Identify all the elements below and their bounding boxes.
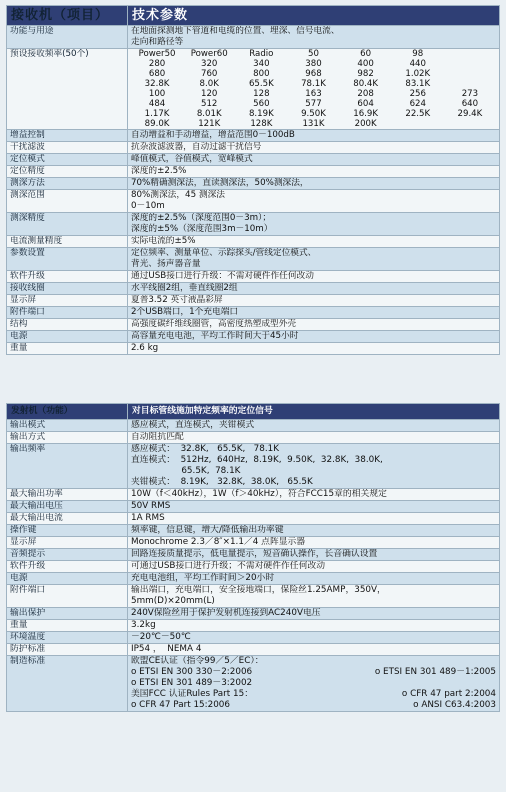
transmitter-header-spec: 对目标管线施加特定频率的定位信号 (128, 404, 500, 420)
transmitter-value-line: 10W（f＜40kHz），1W（f＞40kHz），符合FCC15章的相关规定 (131, 489, 387, 499)
receiver-value-line: 70%精确测深法，直读测深法，50%测深法， (131, 178, 309, 188)
receiver-value-line: 深度的±5%（深度范围3m－10m） (131, 224, 273, 234)
frequency-value: 98 (412, 49, 424, 59)
transmitter-row-value (128, 632, 500, 644)
transmitter-value-line: 1A RMS (131, 513, 165, 523)
transmitter-value-line: 5mm(D)×20mm(L) (131, 596, 215, 606)
transmitter-row (7, 489, 500, 501)
receiver-row-value (128, 130, 500, 142)
transmitter-row-value (128, 620, 500, 632)
transmitter-row (7, 644, 500, 656)
frequency-value: 256 (409, 89, 426, 99)
transmitter-row-label: 输出频率 (7, 444, 128, 489)
frequency-value: 50 (308, 49, 319, 59)
transmitter-row-value (128, 537, 500, 549)
receiver-row (7, 331, 500, 343)
receiver-row-value (128, 166, 500, 178)
standard-line (131, 656, 496, 667)
receiver-row-label: 电源 (7, 331, 128, 343)
transmitter-row-value (128, 501, 500, 513)
receiver-row-label: 接收线圈 (7, 283, 128, 295)
transmitter-row-value (128, 585, 500, 608)
receiver-value-line: 走向和路径等 (131, 37, 184, 47)
transmitter-row-value (128, 420, 500, 432)
transmitter-row-value (128, 573, 500, 585)
transmitter-row-label: 最大输出电压 (7, 501, 128, 513)
transmitter-value-line: 输出端口，充电端口，安全接地端口，保险丝1.25AMP，350V， (131, 585, 386, 595)
transmitter-row-label: 输出模式 (7, 420, 128, 432)
frequency-value: 512 (201, 99, 218, 109)
transmitter-row (7, 525, 500, 537)
frequency-value: 89.0K (144, 119, 170, 129)
receiver-row (7, 49, 500, 130)
receiver-row-label: 参数设置 (7, 248, 128, 271)
receiver-row-label: 测深方法 (7, 178, 128, 190)
standard-item: o ETSI EN 301 489－1:2005 (374, 667, 496, 677)
receiver-row (7, 213, 500, 236)
receiver-value-line: 通过USB接口进行升级：不需对硬件作任何改动 (131, 271, 314, 281)
transmitter-value-line: 充电电池组，平均工作时间＞20小时 (131, 573, 275, 583)
transmitter-value-line: 65.5K, 78.1K (131, 466, 241, 476)
transmitter-value-line: 240V保险丝用于保护发射机连接到AC240V电压 (131, 608, 321, 618)
standard-item: o ETSI EN 301 489－3:2002 (131, 678, 253, 688)
receiver-row (7, 343, 500, 355)
receiver-row-label: 电流测量精度 (7, 236, 128, 248)
transmitter-row (7, 432, 500, 444)
frequency-value: 29.4K (457, 109, 483, 119)
frequency-value: 280 (148, 59, 166, 69)
transmitter-row-value (128, 432, 500, 444)
receiver-row-label: 增益控制 (7, 130, 128, 142)
transmitter-row-label: 软件升级 (7, 561, 128, 573)
standard-line (131, 678, 496, 689)
receiver-value-line: 深度的±2.5%（深度范围0－3m）； (131, 213, 272, 223)
transmitter-row (7, 656, 500, 712)
receiver-row-value (128, 154, 500, 166)
frequency-value: 800 (253, 69, 270, 79)
transmitter-row-value (128, 525, 500, 537)
standard-item: 欧盟CE认证（指令99／5／EC）： (131, 656, 264, 666)
frequency-value: 65.5K (248, 79, 274, 89)
receiver-row-value (128, 271, 500, 283)
frequency-value: 560 (253, 99, 270, 109)
receiver-value-line: 2.6 kg (131, 343, 159, 353)
receiver-row (7, 295, 500, 307)
standard-item: o CFR 47 part 2:2004 (401, 689, 496, 699)
receiver-row-label: 显示屏 (7, 295, 128, 307)
receiver-value-line: 0－10m (131, 201, 165, 211)
frequency-value: 624 (409, 99, 426, 109)
receiver-value-line: 高强度碳纤维线圈管，高密度热塑成型外壳 (131, 319, 297, 329)
frequency-value: 380 (305, 59, 322, 69)
standard-line (131, 667, 496, 678)
receiver-header (7, 6, 500, 26)
transmitter-row (7, 608, 500, 620)
transmitter-value-line: IP54 ， NEMA 4 (131, 644, 202, 654)
receiver-value-line: 峰值模式，谷值模式，宽峰模式 (131, 154, 253, 164)
transmitter-row-label: 最大输出功率 (7, 489, 128, 501)
receiver-header-item: 接收机（项目） (7, 6, 128, 26)
receiver-row (7, 190, 500, 213)
receiver-row-value (128, 142, 500, 154)
receiver-row-label: 定位精度 (7, 166, 128, 178)
receiver-value-line: 2个USB端口，1个充电端口 (131, 307, 239, 317)
receiver-value-line: 80%测深法，45 测深法 (131, 190, 225, 200)
receiver-row (7, 26, 500, 49)
receiver-row (7, 142, 500, 154)
transmitter-value-line: 感应模式： 32.8K, 65.5K, 78.1K (131, 444, 280, 454)
frequency-blank (444, 59, 496, 69)
transmitter-row (7, 561, 500, 573)
frequency-value: 131K (302, 119, 325, 129)
transmitter-row-value (128, 513, 500, 525)
receiver-row (7, 130, 500, 142)
receiver-row-label: 定位模式 (7, 154, 128, 166)
transmitter-value-line: －20℃－50℃ (131, 632, 191, 642)
transmitter-row-label: 操作键 (7, 525, 128, 537)
receiver-row-value (128, 190, 500, 213)
receiver-value-line: 抗杂波滤波器，自动过滤干扰信号 (131, 142, 262, 152)
frequency-blank (444, 79, 496, 89)
transmitter-row-value (128, 549, 500, 561)
frequency-value: 1.02K (405, 69, 431, 79)
receiver-row (7, 271, 500, 283)
frequency-value: Power50 (138, 49, 176, 59)
frequency-grid (131, 49, 496, 129)
receiver-row-label: 软件升级 (7, 271, 128, 283)
transmitter-row (7, 444, 500, 489)
transmitter-value-line: 3.2kg (131, 620, 156, 630)
frequency-value: 604 (357, 99, 374, 109)
receiver-row-value (128, 213, 500, 236)
frequency-value: 680 (148, 69, 166, 79)
receiver-row-value (128, 248, 500, 271)
transmitter-row (7, 420, 500, 432)
frequency-value: 760 (201, 69, 218, 79)
receiver-row-label: 功能与用途 (7, 26, 128, 49)
transmitter-row-label: 防护标准 (7, 644, 128, 656)
receiver-row-label: 预设接收频率(50个) (7, 49, 128, 130)
receiver-value-line: 高容量充电电池，平均工作时间大于45小时 (131, 331, 299, 341)
transmitter-row-label: 环境温度 (7, 632, 128, 644)
transmitter-row-value (128, 489, 500, 501)
receiver-row-value (128, 283, 500, 295)
receiver-row-value (128, 49, 500, 130)
frequency-blank (444, 119, 496, 129)
transmitter-row (7, 573, 500, 585)
transmitter-row-label: 制造标准 (7, 656, 128, 712)
frequency-value: Power60 (190, 49, 228, 59)
frequency-blank (444, 69, 496, 79)
frequency-value: 484 (148, 99, 166, 109)
frequency-value: 128K (250, 119, 273, 129)
frequency-value: 8.0K (199, 79, 219, 89)
transmitter-spec-table (6, 403, 500, 712)
receiver-row-label: 干扰滤波 (7, 142, 128, 154)
receiver-row-value (128, 331, 500, 343)
standard-line (131, 689, 496, 700)
standard-item: o ANSI C63.4:2003 (413, 700, 496, 710)
transmitter-row-value (128, 444, 500, 489)
frequency-value: 9.50K (301, 109, 326, 119)
frequency-value: 640 (461, 99, 479, 109)
receiver-value-line: 背光、扬声器音量 (131, 259, 201, 269)
receiver-row-value (128, 295, 500, 307)
frequency-value: 1.17K (144, 109, 170, 119)
frequency-blank (392, 119, 444, 129)
frequency-value: 8.01K (196, 109, 222, 119)
transmitter-value-line: 回路连接质量提示，低电量提示，短音确认操作，长音确认设置 (131, 549, 378, 559)
standard-item: 美国FCC 认证Rules Part 15： (131, 689, 254, 699)
transmitter-row (7, 537, 500, 549)
frequency-value: 577 (305, 99, 322, 109)
receiver-row (7, 178, 500, 190)
frequency-value: 982 (357, 69, 374, 79)
frequency-value: 320 (201, 59, 218, 69)
receiver-row-value (128, 343, 500, 355)
frequency-value: 208 (357, 89, 374, 99)
transmitter-row (7, 501, 500, 513)
receiver-value-line: 在地面探测地下管道和电缆的位置、埋深、信号电流、 (131, 26, 340, 36)
receiver-row (7, 236, 500, 248)
transmitter-row-label: 显示屏 (7, 537, 128, 549)
frequency-value: 8.19K (248, 109, 274, 119)
transmitter-row-value (128, 561, 500, 573)
frequency-value: 968 (305, 69, 322, 79)
frequency-value: 22.5K (405, 109, 431, 119)
frequency-value: 120 (201, 89, 218, 99)
receiver-value-line: 水平线圈2组，垂直线圈2组 (131, 283, 238, 293)
transmitter-row (7, 585, 500, 608)
frequency-value: 128 (253, 89, 270, 99)
receiver-value-line: 实际电流的±5% (131, 236, 196, 246)
receiver-value-line: 自动增益和手动增益，增益范围0－100dB (131, 130, 295, 140)
transmitter-row-value (128, 608, 500, 620)
receiver-row-value (128, 178, 500, 190)
receiver-row-value (128, 319, 500, 331)
receiver-header-spec: 技术参数 (128, 6, 500, 26)
transmitter-row-label: 输出方式 (7, 432, 128, 444)
frequency-value: 121K (198, 119, 221, 129)
receiver-row-label: 结构 (7, 319, 128, 331)
frequency-value: 80.4K (353, 79, 379, 89)
receiver-row-value (128, 26, 500, 49)
receiver-value-line: 定位频率、测量单位、示踪探头/管线定位模式、 (131, 248, 317, 258)
frequency-value: Radio (249, 49, 274, 59)
frequency-value: 60 (360, 49, 372, 59)
transmitter-value-line: 可通过USB接口进行升级；不需对硬件作任何改动 (131, 561, 325, 571)
receiver-row-value (128, 307, 500, 319)
frequency-value: 32.8K (144, 79, 170, 89)
standard-item: o ETSI EN 300 330－2:2006 (131, 667, 253, 677)
transmitter-row-label: 电源 (7, 573, 128, 585)
transmitter-row (7, 549, 500, 561)
frequency-value: 163 (305, 89, 322, 99)
transmitter-row-label: 附件端口 (7, 585, 128, 608)
standard-item: o CFR 47 Part 15:2006 (131, 700, 230, 710)
transmitter-value-line: 直连模式： 512Hz, 640Hz, 8.19K, 9.50K, 32.8K, 38.0K, (131, 455, 383, 465)
receiver-row (7, 166, 500, 178)
frequency-value: 100 (148, 89, 166, 99)
receiver-spec-table (6, 5, 500, 355)
frequency-value: 83.1K (405, 79, 431, 89)
frequency-blank (444, 49, 496, 59)
transmitter-row (7, 632, 500, 644)
frequency-value: 200K (354, 119, 377, 129)
transmitter-value-line: Monochrome 2.3／8″×1.1／4 点阵显示器 (131, 537, 306, 547)
receiver-row (7, 319, 500, 331)
receiver-row-label: 附件端口 (7, 307, 128, 319)
transmitter-value-line: 频率键，信息键，增大/降低输出功率键 (131, 525, 284, 535)
frequency-value: 16.9K (353, 109, 379, 119)
receiver-row (7, 283, 500, 295)
transmitter-value-line: 夹钳模式： 8.19K, 32.8K, 38.0K, 65.5K (131, 477, 313, 487)
receiver-row (7, 248, 500, 271)
receiver-row-label: 测深精度 (7, 213, 128, 236)
receiver-row-value (128, 236, 500, 248)
transmitter-row (7, 620, 500, 632)
receiver-row (7, 154, 500, 166)
transmitter-row-label: 音频提示 (7, 549, 128, 561)
transmitter-row-label: 最大输出电流 (7, 513, 128, 525)
frequency-value: 340 (253, 59, 270, 69)
frequency-value: 440 (409, 59, 426, 69)
receiver-row-label: 重量 (7, 343, 128, 355)
transmitter-header (7, 404, 500, 420)
transmitter-row (7, 513, 500, 525)
frequency-value: 78.1K (301, 79, 326, 89)
transmitter-row-value (128, 656, 500, 712)
transmitter-value-line: 感应模式，直连模式，夹钳模式 (131, 420, 255, 430)
frequency-value: 273 (461, 89, 479, 99)
receiver-value-line: 深度的±2.5% (131, 166, 187, 176)
receiver-row (7, 307, 500, 319)
transmitter-value-line: 自动阻抗匹配 (131, 432, 184, 442)
receiver-value-line: 夏普3.52 英寸液晶彩屏 (131, 295, 223, 305)
receiver-row-label: 测深范围 (7, 190, 128, 213)
transmitter-row-label: 重量 (7, 620, 128, 632)
frequency-value: 400 (357, 59, 374, 69)
transmitter-value-line: 50V RMS (131, 501, 171, 511)
transmitter-header-item: 发射机（功能） (7, 404, 128, 420)
standard-line (131, 700, 496, 711)
transmitter-row-value (128, 644, 500, 656)
transmitter-row-label: 输出保护 (7, 608, 128, 620)
